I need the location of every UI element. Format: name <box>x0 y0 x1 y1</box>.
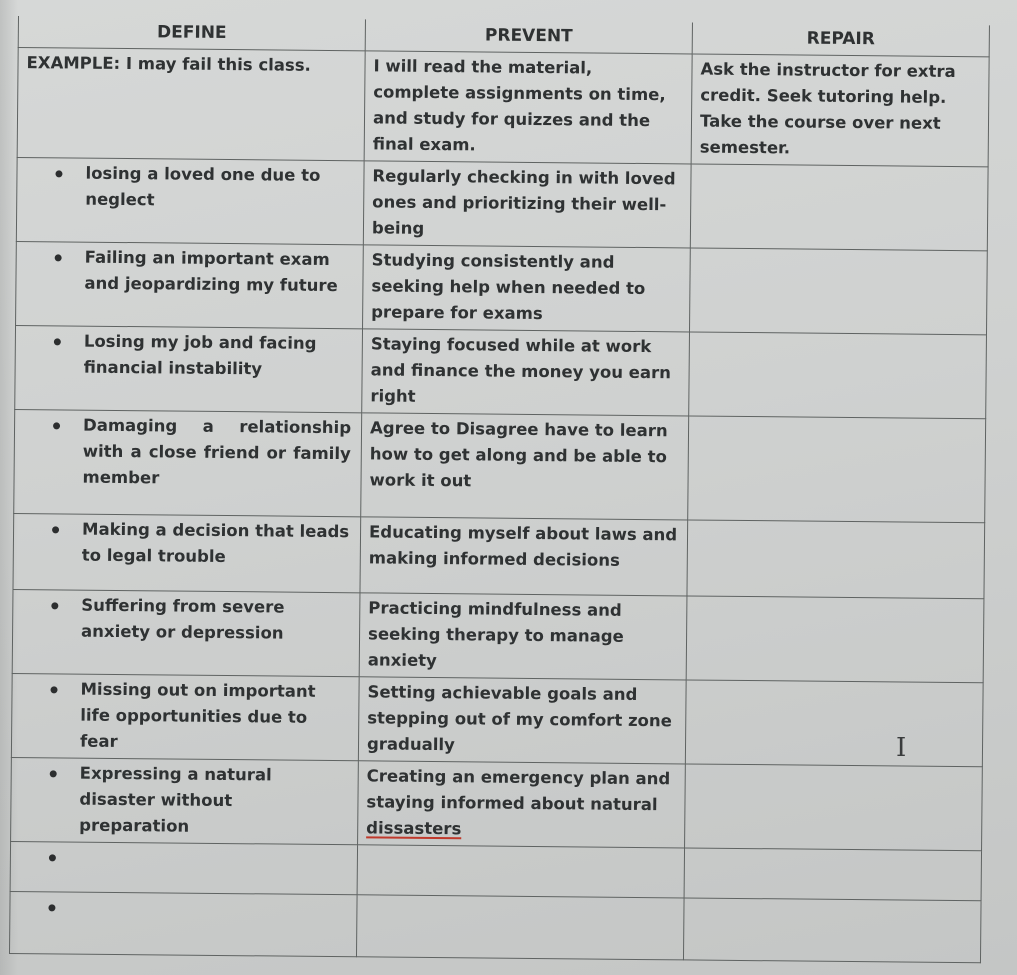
define-cell <box>16 157 364 244</box>
define-text: Missing out on important life opportunities due to fear <box>79 679 316 751</box>
prevent-cell: Studying consistently and seeking help when needed to prepare for exams <box>363 245 691 332</box>
repair-cell[interactable] <box>686 596 984 683</box>
define-text: Suffering from severe anxiety or depression <box>81 595 285 643</box>
prevent-text: Creating an emergency plan and staying informed about natural <box>366 766 671 815</box>
repair-cell[interactable] <box>689 248 987 335</box>
prevent-cell: Setting achievable goals and stepping out of my comfort zone gradually <box>358 677 686 764</box>
repair-cell[interactable] <box>688 416 986 523</box>
define-cell <box>15 325 363 412</box>
define-cell[interactable] <box>10 891 358 956</box>
prevent-cell: Regularly checking in with loved ones and prioritizing their well-being <box>363 161 691 248</box>
table-row <box>13 513 985 598</box>
bullet-icon <box>54 338 61 345</box>
example-prevent-cell: I will read the material, complete assignments on time, and study for quizzes and the final exam. <box>364 51 692 164</box>
header-define: DEFINE <box>18 16 365 51</box>
define-text: losing a loved one due to neglect <box>85 163 321 210</box>
prevent-cell: Agree to Disagree have to learn how to get along and be able to work it out <box>361 413 689 520</box>
table-row <box>11 673 983 766</box>
bullet-icon <box>49 854 56 861</box>
define-text: Losing my job and facing financial instability <box>83 331 317 379</box>
define-cell <box>11 673 359 760</box>
prevent-cell <box>358 761 686 848</box>
example-define-cell <box>17 48 365 161</box>
example-repair-cell: Ask the instructor for extra credit. Seek tutoring help. Take the course over next semester. <box>691 54 989 167</box>
prevent-cell[interactable] <box>357 845 684 898</box>
table-row <box>16 157 988 250</box>
define-cell <box>11 757 359 844</box>
prevent-cell[interactable] <box>356 895 684 960</box>
bullet-icon <box>50 770 57 777</box>
repair-cell[interactable] <box>684 848 981 901</box>
table-row <box>16 241 988 334</box>
define-cell[interactable] <box>10 841 357 894</box>
define-prevent-repair-table <box>9 16 990 963</box>
prevent-cell: Educating myself about laws and making informed decisions <box>360 517 688 596</box>
table-row <box>11 757 983 850</box>
define-cell <box>14 409 362 516</box>
define-cell <box>13 513 361 592</box>
header-repair: REPAIR <box>692 22 989 56</box>
bullet-icon <box>55 254 62 261</box>
bullet-icon <box>50 686 57 693</box>
repair-cell[interactable] <box>685 764 983 851</box>
prevent-cell: Staying focused while at work and finance the money you earn right <box>362 329 690 416</box>
repair-cell[interactable] <box>690 164 988 251</box>
bullet-icon <box>48 904 55 911</box>
bullet-icon <box>51 602 58 609</box>
example-row <box>17 48 989 167</box>
example-label: EXAMPLE: <box>26 53 121 73</box>
repair-cell[interactable] <box>689 332 987 419</box>
define-text: Failing an important exam and jeopardizing my future <box>84 247 338 296</box>
repair-cell[interactable] <box>687 520 985 599</box>
define-cell <box>16 241 364 328</box>
define-text: Expressing a natural disaster without preparation <box>79 763 272 836</box>
bullet-icon <box>55 170 62 177</box>
table-row <box>15 325 987 418</box>
define-text: Damaging a relationship with a close friend or family member <box>82 415 352 488</box>
define-cell <box>12 589 360 676</box>
misspelled-word: dissasters <box>366 818 462 839</box>
table-row <box>10 891 982 962</box>
repair-cell[interactable] <box>683 898 981 963</box>
prevent-cell: Practicing mindfulness and seeking therapy to manage anxiety <box>359 593 687 680</box>
define-text: Making a decision that leads to legal trouble <box>81 519 350 567</box>
bullet-icon <box>52 526 59 533</box>
bullet-icon <box>53 422 60 429</box>
table-row <box>14 409 986 522</box>
header-prevent: PREVENT <box>365 19 692 54</box>
table-row <box>12 589 984 682</box>
text-cursor-icon: I <box>896 733 907 763</box>
example-define-text: I may fail this class. <box>125 54 311 75</box>
repair-cell[interactable] <box>685 680 983 767</box>
